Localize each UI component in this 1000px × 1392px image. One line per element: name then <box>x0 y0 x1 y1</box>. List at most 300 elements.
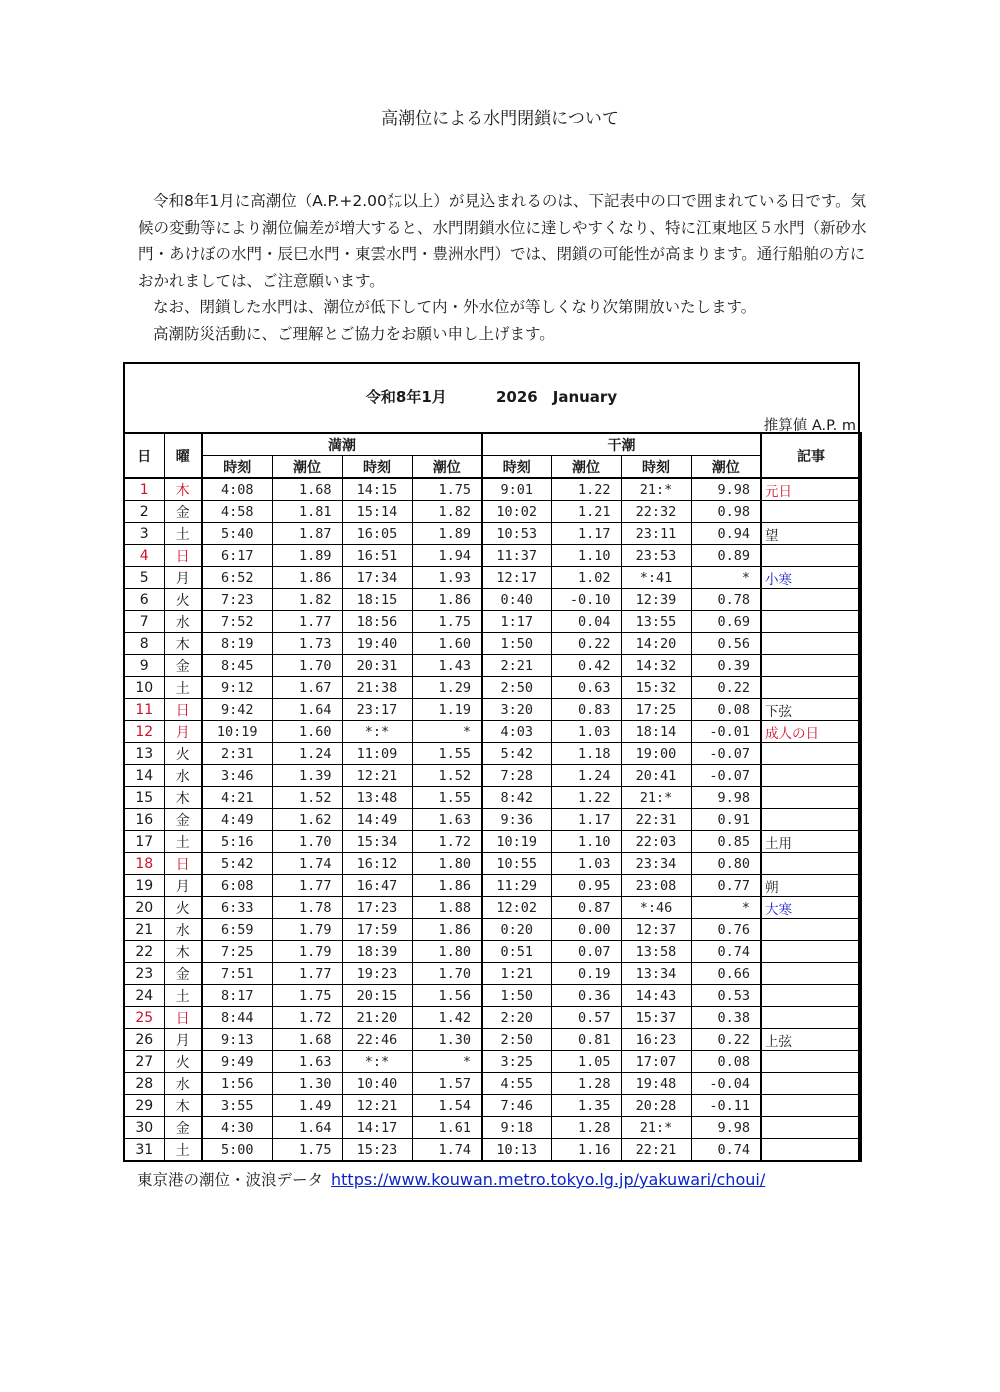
low1-level-cell: 0.81 <box>551 1029 621 1051</box>
high2-level-cell: 1.93 <box>412 567 482 589</box>
note-cell <box>761 1051 861 1073</box>
low2-time-cell: 18:14 <box>621 721 691 743</box>
table-caption <box>125 386 858 407</box>
high2-time-cell: 14:17 <box>342 1117 412 1139</box>
note-cell <box>761 765 861 787</box>
intro-text <box>138 188 868 347</box>
low1-level-cell: 1.10 <box>551 831 621 853</box>
high1-time-cell: 5:00 <box>202 1139 272 1162</box>
low2-level-cell: 0.53 <box>691 985 761 1007</box>
high2-level-cell: 1.19 <box>412 699 482 721</box>
high2-level-cell: 1.72 <box>412 831 482 853</box>
day-cell: 21 <box>124 919 164 941</box>
low1-time-cell: 2:50 <box>482 1029 551 1051</box>
low1-time-cell: 2:50 <box>482 677 551 699</box>
low1-time-cell: 10:53 <box>482 523 551 545</box>
paragraph-notice: 令和8年1月に高潮位（A.P.+2.00㍍以上）が見込まれるのは、下記表中の口で囲まれている日です。気候の変動等により潮位偏差が増大すると、水門閉鎖水位に達しやすくなり、特に江東地区５水門（新砂水門・あけぼの水門・辰巳水門・東雲水門・豊洲水門）では、閉鎖の可能性が高まります。通行船舶の方におかれましては、ご注意願います。 <box>138 192 867 290</box>
day-cell: 20 <box>124 897 164 919</box>
note-cell: 大寒 <box>761 897 861 919</box>
low2-level-cell: -0.07 <box>691 765 761 787</box>
high1-level-cell: 1.78 <box>272 897 342 919</box>
table-row <box>124 743 861 765</box>
low1-level-cell: 1.03 <box>551 853 621 875</box>
paragraph-reopen: なお、閉鎖した水門は、潮位が低下して内・外水位が等しくなり次第開放いたします。 <box>153 298 757 316</box>
high2-time-cell: 22:46 <box>342 1029 412 1051</box>
unit-label: 推算値 A.P. m <box>763 418 856 434</box>
caption-english-date: 2026 January <box>496 388 618 406</box>
weekday-cell: 金 <box>164 809 202 831</box>
low2-level-cell: 0.85 <box>691 831 761 853</box>
weekday-cell: 金 <box>164 655 202 677</box>
low1-level-cell: 1.16 <box>551 1139 621 1162</box>
weekday-cell: 土 <box>164 677 202 699</box>
weekday-cell: 水 <box>164 1073 202 1095</box>
weekday-cell: 金 <box>164 501 202 523</box>
note-cell: 朔 <box>761 875 861 897</box>
table-row <box>124 919 861 941</box>
table-row <box>124 611 861 633</box>
note-cell <box>761 677 861 699</box>
low1-level-cell: 0.00 <box>551 919 621 941</box>
day-cell: 3 <box>124 523 164 545</box>
low2-level-cell: 0.74 <box>691 1139 761 1162</box>
high1-time-cell: 7:51 <box>202 963 272 985</box>
low2-level-cell: 0.76 <box>691 919 761 941</box>
note-cell <box>761 985 861 1007</box>
note-cell: 元日 <box>761 478 861 501</box>
header-high2-level: 潮位 <box>412 456 482 479</box>
note-cell <box>761 633 861 655</box>
low2-time-cell: 21:* <box>621 1117 691 1139</box>
high1-time-cell: 4:49 <box>202 809 272 831</box>
day-cell: 14 <box>124 765 164 787</box>
table-row <box>124 633 861 655</box>
note-cell <box>761 963 861 985</box>
high2-level-cell: 1.61 <box>412 1117 482 1139</box>
table-row <box>124 677 861 699</box>
weekday-cell: 水 <box>164 611 202 633</box>
high1-time-cell: 8:17 <box>202 985 272 1007</box>
low1-time-cell: 9:18 <box>482 1117 551 1139</box>
low2-level-cell: 0.22 <box>691 677 761 699</box>
high2-level-cell: * <box>412 721 482 743</box>
weekday-cell: 月 <box>164 721 202 743</box>
low2-level-cell: 0.08 <box>691 1051 761 1073</box>
low2-time-cell: 22:32 <box>621 501 691 523</box>
low2-time-cell: 20:41 <box>621 765 691 787</box>
tide-data-link[interactable]: https://www.kouwan.metro.tokyo.lg.jp/yakuwari/choui/ <box>331 1170 766 1189</box>
low2-time-cell: 21:* <box>621 787 691 809</box>
tide-table-body <box>124 478 861 1161</box>
low2-level-cell: 0.74 <box>691 941 761 963</box>
low1-time-cell: 7:46 <box>482 1095 551 1117</box>
high1-level-cell: 1.70 <box>272 655 342 677</box>
high1-level-cell: 1.60 <box>272 721 342 743</box>
day-cell: 26 <box>124 1029 164 1051</box>
high2-level-cell: 1.94 <box>412 545 482 567</box>
high2-time-cell: 20:31 <box>342 655 412 677</box>
high2-time-cell: 16:47 <box>342 875 412 897</box>
weekday-cell: 月 <box>164 567 202 589</box>
high1-level-cell: 1.49 <box>272 1095 342 1117</box>
table-row <box>124 787 861 809</box>
high1-time-cell: 5:40 <box>202 523 272 545</box>
high1-level-cell: 1.64 <box>272 1117 342 1139</box>
low2-time-cell: 19:00 <box>621 743 691 765</box>
high1-level-cell: 1.30 <box>272 1073 342 1095</box>
low1-level-cell: 1.02 <box>551 567 621 589</box>
note-cell <box>761 1117 861 1139</box>
low2-level-cell: 0.38 <box>691 1007 761 1029</box>
note-cell <box>761 787 861 809</box>
low2-time-cell: 17:25 <box>621 699 691 721</box>
weekday-cell: 月 <box>164 875 202 897</box>
note-cell <box>761 919 861 941</box>
low1-level-cell: 1.24 <box>551 765 621 787</box>
high1-time-cell: 4:21 <box>202 787 272 809</box>
weekday-cell: 木 <box>164 1095 202 1117</box>
high2-level-cell: * <box>412 1051 482 1073</box>
high1-time-cell: 1:56 <box>202 1073 272 1095</box>
high1-level-cell: 1.77 <box>272 611 342 633</box>
note-cell <box>761 501 861 523</box>
header-day: 日 <box>124 433 164 478</box>
day-cell: 27 <box>124 1051 164 1073</box>
table-row <box>124 963 861 985</box>
low2-level-cell: -0.11 <box>691 1095 761 1117</box>
high2-level-cell: 1.42 <box>412 1007 482 1029</box>
day-cell: 25 <box>124 1007 164 1029</box>
low2-time-cell: *:46 <box>621 897 691 919</box>
high2-time-cell: 14:49 <box>342 809 412 831</box>
high2-level-cell: 1.86 <box>412 589 482 611</box>
weekday-cell: 日 <box>164 1007 202 1029</box>
high1-time-cell: 3:46 <box>202 765 272 787</box>
weekday-cell: 火 <box>164 743 202 765</box>
low1-time-cell: 11:37 <box>482 545 551 567</box>
note-cell <box>761 941 861 963</box>
header-low1-time: 時刻 <box>482 456 551 479</box>
weekday-cell: 火 <box>164 1051 202 1073</box>
table-row <box>124 655 861 677</box>
high2-time-cell: 20:15 <box>342 985 412 1007</box>
high2-time-cell: 21:38 <box>342 677 412 699</box>
high2-time-cell: 15:14 <box>342 501 412 523</box>
low1-time-cell: 0:40 <box>482 589 551 611</box>
low1-level-cell: 0.83 <box>551 699 621 721</box>
table-row <box>124 699 861 721</box>
weekday-cell: 水 <box>164 919 202 941</box>
high1-level-cell: 1.74 <box>272 853 342 875</box>
header-weekday: 曜 <box>164 433 202 478</box>
day-cell: 4 <box>124 545 164 567</box>
low1-level-cell: 1.22 <box>551 478 621 501</box>
high1-time-cell: 6:33 <box>202 897 272 919</box>
high2-time-cell: 17:59 <box>342 919 412 941</box>
high1-time-cell: 7:52 <box>202 611 272 633</box>
low2-level-cell: -0.04 <box>691 1073 761 1095</box>
table-row <box>124 721 861 743</box>
high1-level-cell: 1.24 <box>272 743 342 765</box>
low2-level-cell: 0.39 <box>691 655 761 677</box>
day-cell: 7 <box>124 611 164 633</box>
table-row <box>124 853 861 875</box>
high1-level-cell: 1.67 <box>272 677 342 699</box>
footer <box>137 1168 765 1190</box>
low1-time-cell: 3:20 <box>482 699 551 721</box>
low1-level-cell: 0.19 <box>551 963 621 985</box>
table-row <box>124 1051 861 1073</box>
low2-time-cell: 14:32 <box>621 655 691 677</box>
high1-time-cell: 7:25 <box>202 941 272 963</box>
high2-time-cell: 21:20 <box>342 1007 412 1029</box>
header-high1-time: 時刻 <box>202 456 272 479</box>
high2-time-cell: 12:21 <box>342 1095 412 1117</box>
low1-time-cell: 1:50 <box>482 985 551 1007</box>
high1-time-cell: 2:31 <box>202 743 272 765</box>
high2-level-cell: 1.86 <box>412 919 482 941</box>
high1-level-cell: 1.73 <box>272 633 342 655</box>
high2-time-cell: 15:34 <box>342 831 412 853</box>
high2-level-cell: 1.55 <box>412 743 482 765</box>
day-cell: 5 <box>124 567 164 589</box>
weekday-cell: 木 <box>164 787 202 809</box>
high2-level-cell: 1.63 <box>412 809 482 831</box>
high1-level-cell: 1.79 <box>272 941 342 963</box>
table-row <box>124 831 861 853</box>
header-low2-level: 潮位 <box>691 456 761 479</box>
day-cell: 18 <box>124 853 164 875</box>
low1-level-cell: 0.57 <box>551 1007 621 1029</box>
day-cell: 29 <box>124 1095 164 1117</box>
low1-time-cell: 7:28 <box>482 765 551 787</box>
low1-level-cell: 1.17 <box>551 523 621 545</box>
low1-level-cell: 1.17 <box>551 809 621 831</box>
day-cell: 12 <box>124 721 164 743</box>
high2-level-cell: 1.43 <box>412 655 482 677</box>
low2-level-cell: -0.01 <box>691 721 761 743</box>
high2-time-cell: 18:56 <box>342 611 412 633</box>
table-row <box>124 897 861 919</box>
weekday-cell: 土 <box>164 1139 202 1162</box>
low2-level-cell: 0.66 <box>691 963 761 985</box>
low2-level-cell: 0.08 <box>691 699 761 721</box>
note-cell <box>761 1139 861 1162</box>
high2-time-cell: *:* <box>342 1051 412 1073</box>
high2-level-cell: 1.56 <box>412 985 482 1007</box>
low2-time-cell: 23:53 <box>621 545 691 567</box>
header-high1-level: 潮位 <box>272 456 342 479</box>
caption-japanese-date: 令和8年1月 <box>365 388 447 406</box>
high2-level-cell: 1.88 <box>412 897 482 919</box>
tide-table <box>123 432 862 1162</box>
low1-level-cell: 0.63 <box>551 677 621 699</box>
weekday-cell: 土 <box>164 831 202 853</box>
header-low2-time: 時刻 <box>621 456 691 479</box>
low2-time-cell: 19:48 <box>621 1073 691 1095</box>
day-cell: 31 <box>124 1139 164 1162</box>
high1-time-cell: 9:42 <box>202 699 272 721</box>
note-cell: 成人の日 <box>761 721 861 743</box>
high2-level-cell: 1.29 <box>412 677 482 699</box>
high2-time-cell: 16:05 <box>342 523 412 545</box>
low2-level-cell: 0.22 <box>691 1029 761 1051</box>
low1-time-cell: 12:17 <box>482 567 551 589</box>
high1-time-cell: 9:49 <box>202 1051 272 1073</box>
high1-time-cell: 6:52 <box>202 567 272 589</box>
high2-level-cell: 1.60 <box>412 633 482 655</box>
day-cell: 24 <box>124 985 164 1007</box>
weekday-cell: 日 <box>164 853 202 875</box>
high1-time-cell: 8:44 <box>202 1007 272 1029</box>
high2-level-cell: 1.80 <box>412 853 482 875</box>
day-cell: 19 <box>124 875 164 897</box>
low1-time-cell: 10:02 <box>482 501 551 523</box>
weekday-cell: 月 <box>164 1029 202 1051</box>
day-cell: 11 <box>124 699 164 721</box>
day-cell: 16 <box>124 809 164 831</box>
low1-time-cell: 4:03 <box>482 721 551 743</box>
low2-level-cell: 9.98 <box>691 787 761 809</box>
weekday-cell: 水 <box>164 765 202 787</box>
high2-level-cell: 1.57 <box>412 1073 482 1095</box>
low1-time-cell: 1:17 <box>482 611 551 633</box>
high1-level-cell: 1.82 <box>272 589 342 611</box>
table-row <box>124 941 861 963</box>
high2-time-cell: 11:09 <box>342 743 412 765</box>
low2-time-cell: 21:* <box>621 478 691 501</box>
low2-time-cell: 20:28 <box>621 1095 691 1117</box>
table-row <box>124 1117 861 1139</box>
low2-time-cell: 12:37 <box>621 919 691 941</box>
note-cell: 上弦 <box>761 1029 861 1051</box>
high1-time-cell: 6:17 <box>202 545 272 567</box>
high2-time-cell: 15:23 <box>342 1139 412 1162</box>
low1-level-cell: 0.42 <box>551 655 621 677</box>
header-high2-time: 時刻 <box>342 456 412 479</box>
low1-time-cell: 10:55 <box>482 853 551 875</box>
low2-level-cell: 0.77 <box>691 875 761 897</box>
low1-level-cell: 0.95 <box>551 875 621 897</box>
table-row <box>124 501 861 523</box>
day-cell: 1 <box>124 478 164 501</box>
table-row <box>124 545 861 567</box>
weekday-cell: 日 <box>164 699 202 721</box>
low1-level-cell: 1.18 <box>551 743 621 765</box>
low2-level-cell: 9.98 <box>691 1117 761 1139</box>
low1-time-cell: 12:02 <box>482 897 551 919</box>
low1-time-cell: 10:13 <box>482 1139 551 1162</box>
high1-time-cell: 9:12 <box>202 677 272 699</box>
low2-level-cell: -0.07 <box>691 743 761 765</box>
high2-time-cell: 19:23 <box>342 963 412 985</box>
low2-time-cell: 23:11 <box>621 523 691 545</box>
low1-level-cell: 1.28 <box>551 1073 621 1095</box>
table-row <box>124 1007 861 1029</box>
low2-level-cell: 0.89 <box>691 545 761 567</box>
low2-time-cell: *:41 <box>621 567 691 589</box>
table-row <box>124 765 861 787</box>
table-row <box>124 1139 861 1162</box>
low1-time-cell: 8:42 <box>482 787 551 809</box>
low2-time-cell: 14:43 <box>621 985 691 1007</box>
weekday-cell: 木 <box>164 478 202 501</box>
note-cell <box>761 589 861 611</box>
low2-time-cell: 14:20 <box>621 633 691 655</box>
low2-time-cell: 15:37 <box>621 1007 691 1029</box>
weekday-cell: 金 <box>164 963 202 985</box>
high1-time-cell: 4:08 <box>202 478 272 501</box>
note-cell: 下弦 <box>761 699 861 721</box>
high1-time-cell: 6:59 <box>202 919 272 941</box>
low1-time-cell: 3:25 <box>482 1051 551 1073</box>
high1-time-cell: 9:13 <box>202 1029 272 1051</box>
low1-time-cell: 1:21 <box>482 963 551 985</box>
weekday-cell: 土 <box>164 523 202 545</box>
day-cell: 28 <box>124 1073 164 1095</box>
low2-time-cell: 17:07 <box>621 1051 691 1073</box>
high2-level-cell: 1.86 <box>412 875 482 897</box>
high2-time-cell: 10:40 <box>342 1073 412 1095</box>
low1-level-cell: 1.28 <box>551 1117 621 1139</box>
low2-level-cell: * <box>691 897 761 919</box>
high1-level-cell: 1.64 <box>272 699 342 721</box>
note-cell: 土用 <box>761 831 861 853</box>
low2-time-cell: 16:23 <box>621 1029 691 1051</box>
note-cell <box>761 809 861 831</box>
table-row <box>124 589 861 611</box>
high1-time-cell: 10:19 <box>202 721 272 743</box>
low2-time-cell: 22:03 <box>621 831 691 853</box>
low2-level-cell: 0.91 <box>691 809 761 831</box>
weekday-cell: 火 <box>164 897 202 919</box>
high2-level-cell: 1.74 <box>412 1139 482 1162</box>
table-row <box>124 809 861 831</box>
header-high-tide: 満潮 <box>202 433 482 456</box>
high1-level-cell: 1.86 <box>272 567 342 589</box>
day-cell: 8 <box>124 633 164 655</box>
table-row <box>124 1073 861 1095</box>
table-row <box>124 1029 861 1051</box>
high1-time-cell: 8:45 <box>202 655 272 677</box>
low1-level-cell: 0.87 <box>551 897 621 919</box>
low1-level-cell: 1.03 <box>551 721 621 743</box>
table-row <box>124 985 861 1007</box>
low1-level-cell: 0.22 <box>551 633 621 655</box>
day-cell: 9 <box>124 655 164 677</box>
low2-time-cell: 15:32 <box>621 677 691 699</box>
high1-level-cell: 1.81 <box>272 501 342 523</box>
table-row <box>124 567 861 589</box>
low2-time-cell: 13:34 <box>621 963 691 985</box>
day-cell: 23 <box>124 963 164 985</box>
high2-level-cell: 1.70 <box>412 963 482 985</box>
high1-level-cell: 1.72 <box>272 1007 342 1029</box>
low1-time-cell: 5:42 <box>482 743 551 765</box>
low2-time-cell: 12:39 <box>621 589 691 611</box>
low2-level-cell: 0.98 <box>691 501 761 523</box>
high2-level-cell: 1.30 <box>412 1029 482 1051</box>
day-cell: 22 <box>124 941 164 963</box>
high1-level-cell: 1.77 <box>272 875 342 897</box>
weekday-cell: 日 <box>164 545 202 567</box>
low1-time-cell: 9:01 <box>482 478 551 501</box>
high2-level-cell: 1.89 <box>412 523 482 545</box>
low2-time-cell: 22:31 <box>621 809 691 831</box>
weekday-cell: 火 <box>164 589 202 611</box>
note-cell <box>761 1007 861 1029</box>
high2-time-cell: 16:51 <box>342 545 412 567</box>
